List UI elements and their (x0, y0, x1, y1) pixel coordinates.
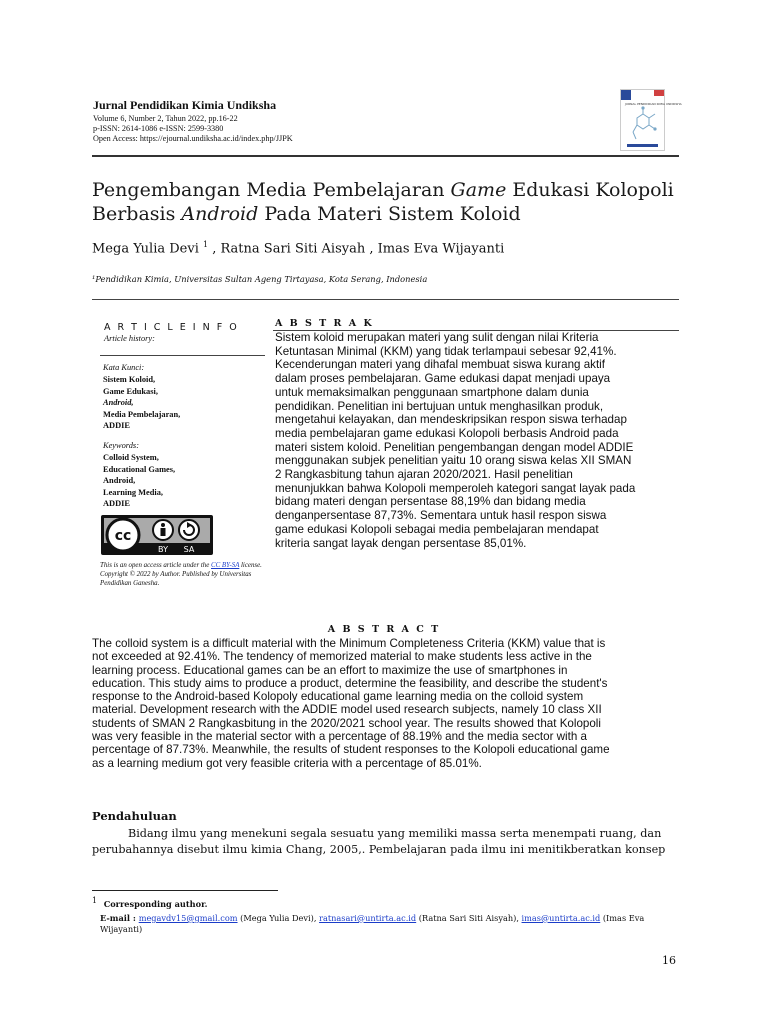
affiliation-divider (92, 299, 679, 300)
abstract-heading: A B S T R A C T (327, 624, 441, 635)
abstrak-heading: A B S T R A K (275, 318, 374, 329)
affiliation: ¹Pendidikan Kimia, Universitas Sultan Ageng Tirtayasa, Kota Serang, Indonesia (92, 274, 428, 284)
kata-kunci-item: Game Edukasi, (103, 386, 158, 396)
keywords-label: Keywords: (103, 441, 139, 450)
article-info-heading: A R T I C L E I N F O (104, 322, 239, 333)
footnote: $^1$ Corresponding author. E-mail : megavdv15@gmail.com (Mega Yulia Devi), ratnasari@untirta.ac.id (Ratna Sari Siti Aisyah), imas@untirta.ac.id (Imas Eva Wijayanti) (92, 896, 645, 934)
info-divider-1 (100, 355, 265, 356)
kata-kunci-item: Media Pembelajaran, (103, 409, 181, 419)
page-number: 16 (662, 954, 676, 967)
kata-kunci-item: Android, (103, 398, 134, 407)
cc-license-link[interactable]: CC BY-SA (211, 562, 240, 569)
keyword-item: ADDIE (103, 499, 130, 508)
keyword-item: Android, (103, 476, 136, 485)
section-heading-pendahuluan: Pendahuluan (92, 809, 177, 823)
author-list: Mega Yulia Devi $^1$ , Ratna Sari Siti Aisyah , Imas Eva Wijayanti (92, 240, 505, 257)
cc-by-sa-badge[interactable] (101, 515, 213, 560)
molecule-cover-icon (621, 90, 682, 150)
intro-paragraph: Bidang ilmu yang menekuni segala sesuatu yang memiliki massa serta menempati ruang, dan perubahannya disebut ilmu kimia Chang, 2005,. Pembelajaran pada ilmu ini menitikberatkan konsep (92, 827, 666, 856)
footnote-divider (92, 890, 278, 891)
abstract-text: The colloid system is a difficult material with the Minimum Completeness Criteria (KKM) value that is not exceeded at 92.41%. The tendency of memorized material to make students less active in the learning process. Educational games can be an effort to maximize the use of smartphones in education. This study aims to produce a product, determine the feasibility, and describe the student's response to the Android-based Kolopoly educational game learning media on the colloid system material. Development research with the ADDIE model used research subjects, namely 10 class XII students of SMAN 2 Rangkasbitung in the 2020/2021 school year. The results showed that Kolopoli was very feasible in the material sector with a percentage of 88.19% and the media sector with a percentage of 87.73%. Meanwhile, the results of student responses to the Kolopoli educational game as a learning medium got very feasible criteria with a percentage of 85.01%. (92, 637, 610, 770)
cc-sa-label: SA (183, 545, 195, 554)
journal-header (93, 98, 513, 144)
header-divider (92, 155, 679, 157)
journal-volume: Volume 6, Number 2, Tahun 2022, pp.16-22 (93, 114, 238, 123)
kata-kunci-label: Kata Kunci: (103, 363, 145, 372)
kata-kunci-item: Sistem Koloid, (103, 375, 156, 384)
license-note: This is an open access article under the CC BY-SA license. Copyright © 2022 by Author. Published by Universitas Pendidikan Ganesha. (100, 562, 262, 587)
copyright-note: Copyright © 2022 by Author. Published by Universitas Pendidikan Ganesha. (100, 571, 252, 587)
cc-letters: cc (114, 528, 132, 544)
keyword-item: Colloid System, (103, 453, 159, 462)
corresponding-author-label: Corresponding author. (103, 898, 208, 909)
email-link-imas[interactable]: imas@untirta.ac.id (521, 912, 601, 923)
email-link-ratna[interactable]: ratnasari@untirta.ac.id (319, 912, 417, 923)
abstrak-text: Sistem koloid merupakan materi yang sulit dengan nilai Kriteria Ketuntasan Minimal (KKM) yang tidak terlampaui sebesar 92,41%. Kecenderungan materi yang dihafal membuat siswa kurang aktif dalam proses pembelajaran. Game edukasi dapat menjadi upaya untuk memaksimalkan penggunaan smartphone dalam dunia pendidikan. Penelitian ini bertujuan untuk menghasilkan produk, mengetahui kelayakan, dan mendeskripsikan respon siswa terhadap media pembelajaran game edukasi Kolopoli berbasis Android pada materi sistem koloid. Penelitian pengembangan dengan model ADDIE menggunakan subjek penelitian yaitu 10 orang siswa kelas XII SMAN 2 Rangkasbitung tahun ajaran 2020/2021. Hasil penelitian menunjukkan bahwa Kolopoli memperoleh kategori sangat layak pada bidang materi dengan persentase 88,19% dan bidang media denganpersentase 87,73%. Sementara untuk hasil respon siswa game edukasi Kolopoli sebagai media pembelajaran mendapat kriteria sangat layak dengan persentase 85,01%. (275, 331, 636, 550)
cc-license-icon (101, 515, 213, 555)
cc-by-label: BY (158, 545, 168, 554)
paper-title: Pengembangan Media Pembelajaran Game Edukasi Kolopoli Berbasis Android Pada Materi Sistem Koloid (92, 179, 674, 225)
cover-title: JURNAL PENDIDIKAN KIMIA UNDIKSHA (625, 102, 682, 106)
kata-kunci-item: ADDIE (103, 421, 130, 430)
article-history: Article history: (104, 334, 155, 343)
journal-issn: p-ISSN: 2614-1086 e-ISSN: 2599-3380 (93, 124, 224, 133)
keyword-item: Learning Media, (103, 487, 164, 497)
email-link-mega[interactable]: megavdv15@gmail.com (138, 912, 238, 923)
keywords-list (103, 452, 175, 510)
journal-access: Open Access: https://ejournal.undiksha.ac.id/index.php/JJPK (93, 134, 293, 143)
keyword-item: Educational Games, (103, 464, 176, 474)
kata-kunci-list (103, 374, 180, 432)
journal-cover-image (620, 89, 682, 151)
journal-name: Jurnal Pendidikan Kimia Undiksha (93, 98, 277, 112)
